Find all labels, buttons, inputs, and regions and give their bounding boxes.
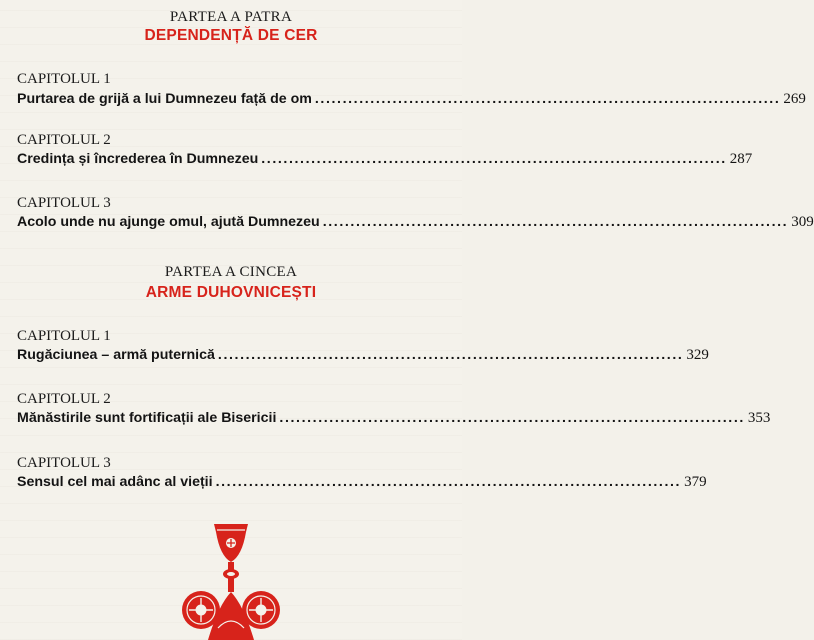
- toc-entry[interactable]: [17, 151, 753, 173]
- toc-entry[interactable]: [17, 91, 806, 113]
- page-number: 269: [783, 91, 806, 107]
- dot-leader: ....................................................................................: [217, 347, 684, 363]
- chalice-with-seals-icon: [170, 518, 292, 640]
- dot-leader: ....................................................................................: [314, 91, 781, 107]
- page-number: 329: [686, 347, 709, 363]
- toc-entry[interactable]: [17, 410, 771, 432]
- dot-leader: ....................................................................................: [322, 214, 789, 230]
- chapter-label: CAPITOLUL 1: [17, 328, 111, 344]
- chapter-title: Mănăstirile sunt fortificații ale Bisericii: [17, 410, 277, 426]
- chapter-label: CAPITOLUL 3: [17, 195, 111, 211]
- part-5-title: PARTEA A CINCEA: [164, 264, 298, 280]
- page-number: 353: [747, 410, 771, 426]
- dot-leader: ....................................................................................: [261, 151, 727, 167]
- chapter-title: Sensul cel mai adânc al vieții: [17, 474, 213, 490]
- chapter-title: Credința și încrederea în Dumnezeu: [17, 151, 259, 167]
- part-5-name: ARME DUHOVNICEȘTI: [145, 284, 317, 301]
- dot-leader: ....................................................................................: [279, 410, 745, 426]
- chapter-label: CAPITOLUL 3: [17, 455, 111, 471]
- part-4-title: PARTEA A PATRA: [169, 9, 293, 25]
- chapter-title: Acolo unde nu ajunge omul, ajută Dumnezeu: [17, 214, 320, 230]
- toc-entry[interactable]: [17, 214, 814, 236]
- page-number: 287: [729, 151, 753, 167]
- part-4-name: DEPENDENȚĂ DE CER: [144, 27, 318, 44]
- chapter-label: CAPITOLUL 2: [17, 132, 111, 148]
- chapter-label: CAPITOLUL 2: [17, 391, 111, 407]
- chapter-title: Rugăciunea – armă puternică: [17, 347, 215, 363]
- chapter-title: Purtarea de grijă a lui Dumnezeu față de om: [17, 91, 312, 107]
- chapter-label: CAPITOLUL 1: [17, 71, 111, 87]
- toc-entry[interactable]: [17, 347, 709, 369]
- page-number: 379: [684, 474, 707, 490]
- page-number: 309: [791, 214, 814, 230]
- toc-entry[interactable]: [17, 474, 707, 496]
- dot-leader: ....................................................................................: [215, 474, 682, 490]
